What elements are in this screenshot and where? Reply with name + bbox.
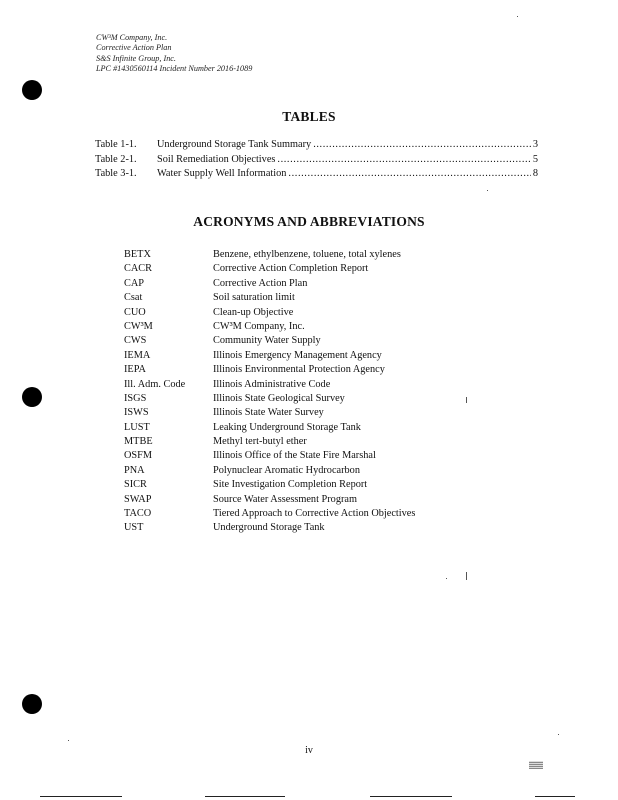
acronym-row [124, 494, 415, 508]
acronym-definition: Illinois Environmental Protection Agency [213, 364, 385, 376]
acronym-term: CW³M [124, 320, 153, 332]
acronym-definition: Illinois Emergency Management Agency [213, 349, 382, 361]
acronym-term: UST [124, 522, 144, 534]
scan-speck [446, 578, 447, 579]
acronym-row [124, 292, 415, 306]
binder-hole-middle [22, 387, 42, 407]
tables-list-entry[interactable] [95, 154, 538, 169]
table-page: 8 [532, 168, 538, 179]
header-company: CW³M Company, Inc. [96, 33, 168, 42]
acronym-term: CWS [124, 335, 147, 347]
acronym-definition: Corrective Action Plan [213, 277, 308, 289]
acronym-row [124, 450, 415, 464]
acronym-row [124, 263, 415, 277]
table-number: Table 1-1. [95, 139, 137, 150]
acronym-row [124, 350, 415, 364]
acronym-row [124, 278, 415, 292]
acronym-row [124, 393, 415, 407]
table-title: Soil Remediation Objectives [157, 153, 276, 165]
acronym-definition: Illinois State Water Survey [213, 407, 324, 419]
acronym-row [124, 422, 415, 436]
acronym-definition: Corrective Action Completion Report [213, 263, 369, 275]
tables-list-entry[interactable] [95, 139, 538, 154]
acronym-term: CACR [124, 263, 153, 275]
page-number: iv [305, 745, 313, 756]
acronym-term: ISGS [124, 392, 147, 404]
header-document-type: Corrective Action Plan [96, 43, 172, 53]
acronym-term: MTBE [124, 436, 153, 448]
table-title: Underground Storage Tank Summary [157, 139, 312, 150]
scan-speck [558, 734, 559, 735]
acronym-term: BETX [124, 249, 151, 260]
acronym-term: Ill. Adm. Code [124, 378, 186, 390]
acronym-term: SICR [124, 479, 147, 491]
scan-speck [68, 740, 69, 741]
acronym-definition: Community Water Supply [213, 335, 321, 347]
acronym-row [124, 364, 415, 378]
acronym-definition: Illinois State Geological Survey [213, 392, 345, 404]
dot-leader [313, 139, 531, 150]
dot-leader [277, 154, 530, 165]
acronym-definition: Source Water Assessment Program [213, 493, 357, 505]
tables-heading: TABLES [282, 109, 336, 124]
table-title: Water Supply Well Information [157, 168, 287, 179]
dot-leader [288, 168, 530, 179]
table-number: Table 3-1. [95, 168, 137, 179]
acronym-row [124, 479, 415, 493]
acronym-row [124, 436, 415, 450]
binder-hole-bottom [22, 694, 42, 714]
header-client: S&S Infinite Group, Inc. [96, 53, 176, 63]
table-number: Table 2-1. [95, 153, 137, 165]
acronym-row [124, 522, 415, 536]
binder-hole-top [22, 80, 42, 100]
scan-mark [529, 761, 543, 769]
acronym-term: IEMA [124, 349, 151, 361]
acronym-row [124, 335, 415, 349]
table-page: 3 [532, 139, 538, 150]
acronym-definition: Methyl tert-butyl ether [213, 436, 307, 448]
scan-edge-line [40, 796, 122, 797]
acronym-definition: Illinois Administrative Code [213, 378, 331, 390]
acronym-definition: Soil saturation limit [213, 292, 295, 304]
acronym-row [124, 249, 415, 263]
acronym-definition: Clean-up Objective [213, 306, 294, 318]
acronym-definition: Site Investigation Completion Report [213, 479, 368, 491]
acronym-term: PNA [124, 464, 145, 476]
scan-edge-line [370, 796, 452, 797]
acronym-row [124, 307, 415, 321]
acronym-row [124, 508, 415, 522]
tables-list-entry[interactable] [95, 168, 538, 183]
acronym-row [124, 379, 415, 393]
acronym-term: Csat [124, 292, 143, 304]
acronym-term: ISWS [124, 407, 149, 419]
table-page: 5 [532, 153, 538, 165]
acronym-row [124, 321, 415, 335]
scan-speck [517, 16, 518, 17]
scan-edge-line [205, 796, 285, 797]
scan-speck [466, 397, 467, 403]
acronym-definition: Benzene, ethylbenzene, toluene, total xylenes [213, 249, 401, 260]
scan-speck [466, 572, 467, 580]
acronym-term: IEPA [124, 364, 146, 376]
acronym-definition: Polynuclear Aromatic Hydrocarbon [213, 464, 360, 476]
acronym-term: OSFM [124, 450, 153, 462]
acronym-definition: Tiered Approach to Corrective Action Objectives [213, 508, 416, 520]
acronym-definition: Leaking Underground Storage Tank [213, 421, 361, 433]
acronyms-list [124, 249, 415, 537]
acronym-definition: Underground Storage Tank [213, 522, 325, 534]
acronym-term: CUO [124, 306, 146, 318]
scan-speck [487, 190, 488, 191]
document-header [96, 33, 252, 75]
acronym-definition: Illinois Office of the State Fire Marshal [213, 450, 376, 462]
acronym-term: TACO [124, 508, 152, 520]
header-incident: LPC #1430560114 Incident Number 2016-1089 [96, 64, 253, 74]
acronym-term: SWAP [124, 493, 152, 505]
acronyms-heading: ACRONYMS AND ABBREVIATIONS [193, 214, 425, 229]
acronym-row [124, 407, 415, 421]
tables-list [95, 139, 538, 183]
acronym-definition: CW³M Company, Inc. [213, 320, 305, 332]
acronym-row [124, 465, 415, 479]
acronym-term: LUST [124, 421, 150, 433]
scan-edge-line [535, 796, 575, 797]
acronym-term: CAP [124, 277, 145, 289]
